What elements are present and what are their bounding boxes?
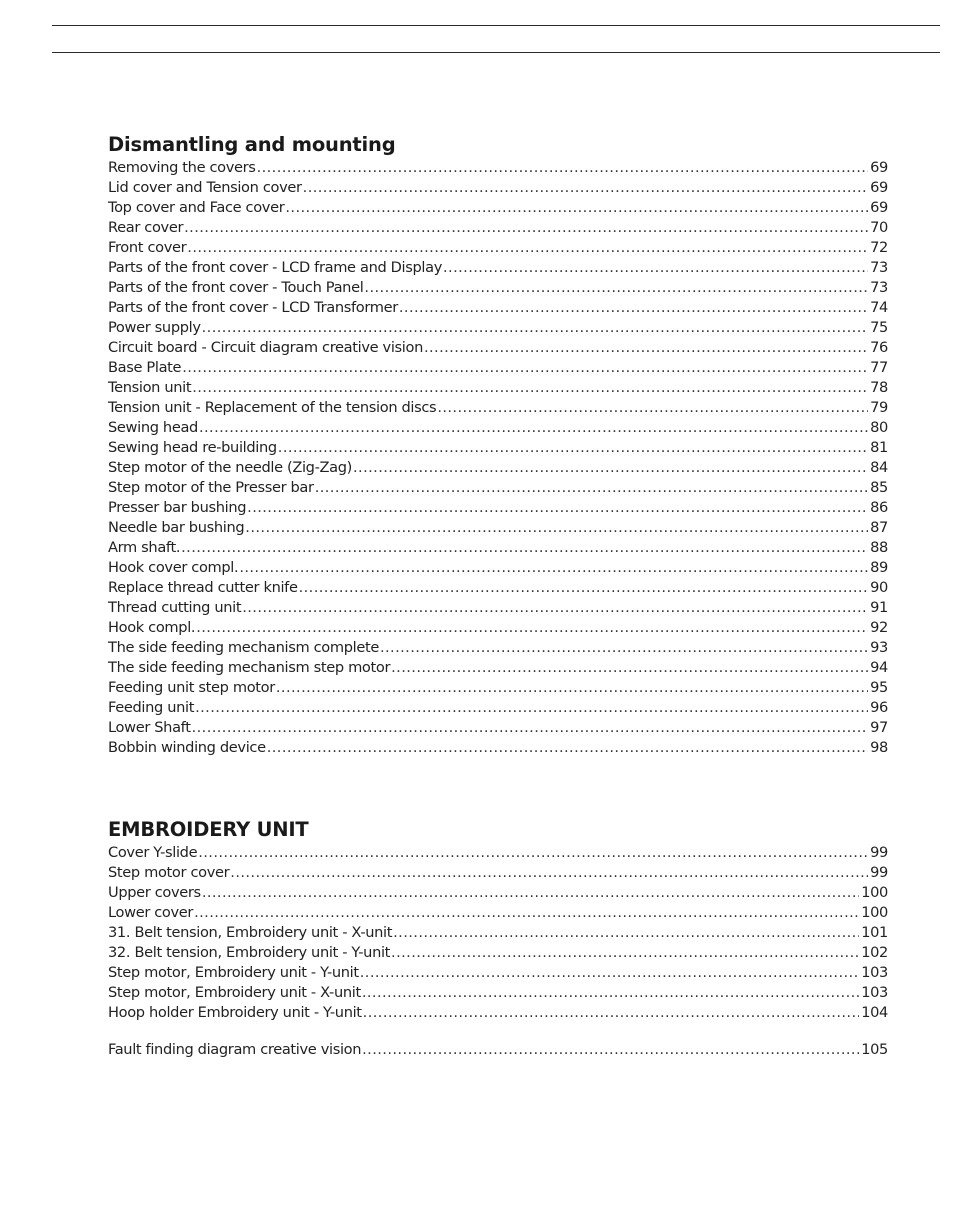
dot-leader [195, 698, 868, 718]
toc-entry-label: Base Plate [108, 359, 182, 376]
toc-entry [108, 558, 888, 578]
toc-entry-label: The side feeding mechanism complete [108, 639, 379, 656]
toc-entry-page-number: 103 [861, 964, 888, 981]
toc-entry-page-number: 95 [870, 679, 888, 696]
header-rule-bottom [52, 52, 940, 53]
toc-entry-label: Power supply [108, 319, 201, 336]
toc-entry [108, 258, 888, 278]
toc-entry [108, 983, 888, 1003]
toc-entry-label: Lid cover and Tension cover [108, 179, 302, 196]
dot-leader [278, 438, 868, 458]
toc-entry-label: Rear cover [108, 219, 184, 236]
toc-entry-label: Needle bar bushing [108, 519, 245, 536]
dot-leader [437, 398, 868, 418]
toc-entry-page-number: 98 [870, 739, 888, 756]
dot-leader [391, 658, 868, 678]
toc-entry [108, 398, 888, 418]
toc-entry [108, 238, 888, 258]
toc-entry [108, 218, 888, 238]
toc-entry [108, 378, 888, 398]
toc-entry-label: Removing the covers [108, 159, 256, 176]
dot-leader [443, 258, 868, 278]
toc-entry-page-number: 96 [870, 699, 888, 716]
dot-leader [202, 318, 868, 338]
section-title: EMBROIDERY UNIT [108, 818, 309, 841]
toc-entry [108, 598, 888, 618]
toc-entry [108, 678, 888, 698]
toc-entry-label: Replace thread cutter knife [108, 579, 298, 596]
dot-leader [182, 358, 868, 378]
toc-entry [108, 278, 888, 298]
dot-leader [299, 578, 869, 598]
dot-leader [192, 378, 868, 398]
toc-entry-label: Step motor cover [108, 864, 230, 881]
dot-leader [245, 518, 868, 538]
toc-list [108, 1040, 888, 1060]
dot-leader [202, 883, 859, 903]
toc-entry-label: Parts of the front cover - Touch Panel [108, 279, 364, 296]
toc-entry-page-number: 84 [870, 459, 888, 476]
dot-leader [360, 963, 859, 983]
toc-entry-label: Feeding unit [108, 699, 195, 716]
toc-entry [108, 158, 888, 178]
section-title: Dismantling and mounting [108, 133, 396, 156]
toc-entry-page-number: 74 [870, 299, 888, 316]
toc-entry-page-number: 78 [870, 379, 888, 396]
toc-entry-page-number: 72 [870, 239, 888, 256]
toc-entry-page-number: 69 [870, 179, 888, 196]
toc-entry-page-number: 86 [870, 499, 888, 516]
toc-entry [108, 338, 888, 358]
toc-entry-label: Parts of the front cover - LCD frame and Display [108, 259, 443, 276]
toc-entry-page-number: 101 [861, 924, 888, 941]
dot-leader [187, 238, 868, 258]
dot-leader [194, 903, 859, 923]
toc-entry [108, 943, 888, 963]
toc-entry-label: Hook cover compl. [108, 559, 239, 576]
toc-entry-page-number: 91 [870, 599, 888, 616]
toc-entry-label: Cover Y-slide [108, 844, 198, 861]
toc-entry [108, 578, 888, 598]
toc-entry [108, 698, 888, 718]
toc-entry-page-number: 100 [861, 904, 888, 921]
toc-entry-page-number: 88 [870, 539, 888, 556]
toc-entry [108, 903, 888, 923]
toc-entry-label: Fault finding diagram creative vision [108, 1041, 362, 1058]
toc-entry-label: 32. Belt tension, Embroidery unit - Y-unit [108, 944, 391, 961]
dot-leader [276, 678, 868, 698]
toc-entry-page-number: 99 [870, 864, 888, 881]
toc-entry-label: Tension unit - Replacement of the tension discs [108, 399, 437, 416]
toc-entry-page-number: 105 [861, 1041, 888, 1058]
dot-leader [242, 598, 868, 618]
dot-leader [393, 923, 859, 943]
toc-entry-label: Circuit board - Circuit diagram creative vision [108, 339, 423, 356]
dot-leader [391, 943, 859, 963]
toc-entry-page-number: 76 [870, 339, 888, 356]
toc-entry-page-number: 69 [870, 159, 888, 176]
dot-leader [196, 618, 868, 638]
toc-entry [108, 538, 888, 558]
dot-leader [230, 863, 868, 883]
toc-entry-label: Step motor, Embroidery unit - Y-unit [108, 964, 359, 981]
toc-entry [108, 738, 888, 758]
dot-leader [424, 338, 868, 358]
toc-entry [108, 883, 888, 903]
toc-entry-label: Upper covers [108, 884, 201, 901]
toc-entry-label: Parts of the front cover - LCD Transformer [108, 299, 398, 316]
toc-entry-label: Step motor, Embroidery unit - X-unit [108, 984, 361, 1001]
toc-entry-page-number: 87 [870, 519, 888, 536]
toc-entry [108, 843, 888, 863]
dot-leader [362, 1040, 859, 1060]
dot-leader [267, 738, 868, 758]
toc-entry-page-number: 100 [861, 884, 888, 901]
toc-entry-page-number: 75 [870, 319, 888, 336]
toc-entry [108, 178, 888, 198]
toc-entry [108, 318, 888, 338]
dot-leader [315, 478, 868, 498]
dot-leader [247, 498, 868, 518]
toc-entry-label: Bobbin winding device [108, 739, 266, 756]
toc-entry-page-number: 73 [870, 279, 888, 296]
dot-leader [399, 298, 868, 318]
toc-entry-label: 31. Belt tension, Embroidery unit - X-unit [108, 924, 393, 941]
toc-entry-page-number: 93 [870, 639, 888, 656]
toc-entry [108, 298, 888, 318]
toc-entry-page-number: 102 [861, 944, 888, 961]
dot-leader [364, 278, 868, 298]
toc-entry [108, 438, 888, 458]
dot-leader [303, 178, 868, 198]
toc-entry-page-number: 80 [870, 419, 888, 436]
toc-entry-label: The side feeding mechanism step motor [108, 659, 391, 676]
toc-entry [108, 358, 888, 378]
toc-entry-label: Thread cutting unit [108, 599, 242, 616]
dot-leader [192, 718, 869, 738]
toc-entry-label: Step motor of the needle (Zig-Zag) [108, 459, 353, 476]
dot-leader [285, 198, 868, 218]
toc-entry [108, 618, 888, 638]
toc-entry [108, 518, 888, 538]
dot-leader [198, 843, 868, 863]
section-embroidery-unit [108, 816, 888, 1023]
toc-entry-page-number: 104 [861, 1004, 888, 1021]
toc-entry [108, 963, 888, 983]
toc-entry-page-number: 77 [870, 359, 888, 376]
dot-leader [380, 638, 868, 658]
toc-entry-page-number: 79 [870, 399, 888, 416]
toc-entry-page-number: 97 [870, 719, 888, 736]
toc-entry-page-number: 103 [861, 984, 888, 1001]
toc-entry-page-number: 89 [870, 559, 888, 576]
toc-entry [108, 458, 888, 478]
toc-entry-label: Front cover [108, 239, 187, 256]
section-fault-finding [108, 1040, 888, 1060]
toc-entry-label: Hoop holder Embroidery unit - Y-unit [108, 1004, 362, 1021]
toc-entry-page-number: 73 [870, 259, 888, 276]
dot-leader [184, 218, 868, 238]
toc-entry [108, 1040, 888, 1060]
toc-entry [108, 418, 888, 438]
dot-leader [199, 418, 868, 438]
toc-entry-label: Step motor of the Presser bar [108, 479, 314, 496]
toc-entry [108, 478, 888, 498]
toc-list [108, 158, 888, 758]
toc-entry-label: Lower cover [108, 904, 194, 921]
dot-leader [363, 1003, 860, 1023]
toc-list [108, 843, 888, 1023]
toc-entry-label: Feeding unit step motor [108, 679, 275, 696]
toc-entry-label: Lower Shaft [108, 719, 191, 736]
toc-entry-label: Presser bar bushing [108, 499, 247, 516]
toc-entry-page-number: 99 [870, 844, 888, 861]
dot-leader [362, 983, 859, 1003]
dot-leader [353, 458, 868, 478]
toc-entry-page-number: 85 [870, 479, 888, 496]
toc-entry-page-number: 92 [870, 619, 888, 636]
toc-entry-page-number: 81 [870, 439, 888, 456]
dot-leader [257, 158, 869, 178]
toc-entry-page-number: 69 [870, 199, 888, 216]
toc-entry-page-number: 90 [870, 579, 888, 596]
toc-entry-label: Sewing head [108, 419, 198, 436]
header-rule-top [52, 25, 940, 26]
toc-entry-label: Arm shaft. [108, 539, 181, 556]
dot-leader [239, 558, 868, 578]
toc-entry [108, 1003, 888, 1023]
toc-entry-label: Tension unit [108, 379, 192, 396]
toc-entry-label: Sewing head re-building [108, 439, 277, 456]
toc-entry [108, 923, 888, 943]
section-dismantling-and-mounting [108, 131, 888, 758]
toc-entry [108, 198, 888, 218]
toc-entry [108, 498, 888, 518]
dot-leader [181, 538, 868, 558]
toc-entry [108, 658, 888, 678]
toc-entry-page-number: 70 [870, 219, 888, 236]
toc-entry [108, 863, 888, 883]
toc-entry [108, 638, 888, 658]
toc-entry-label: Hook compl. [108, 619, 196, 636]
toc-entry-page-number: 94 [870, 659, 888, 676]
toc-entry-label: Top cover and Face cover [108, 199, 285, 216]
toc-entry [108, 718, 888, 738]
